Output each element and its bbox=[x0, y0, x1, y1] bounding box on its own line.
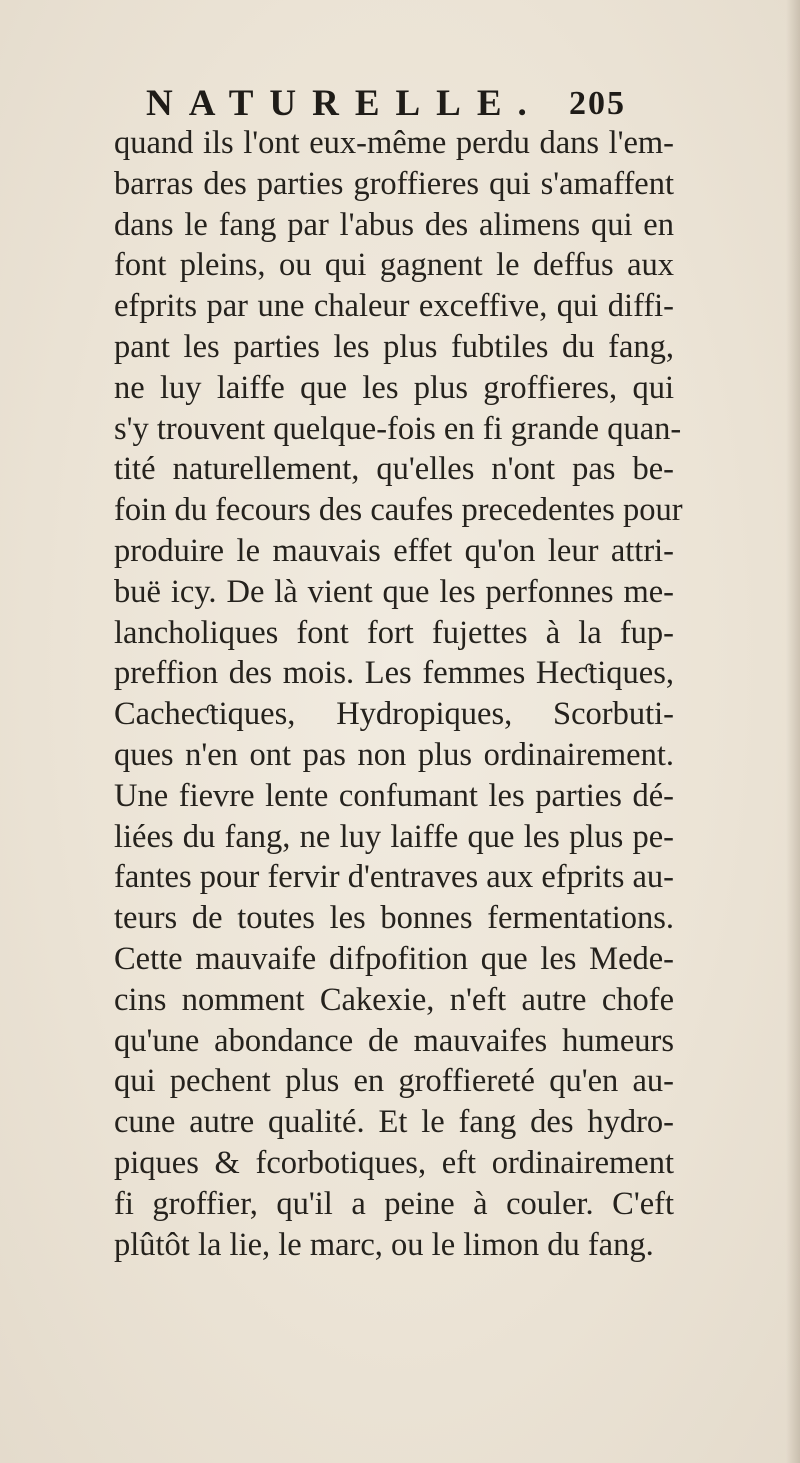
text-line: preffion des mois. Les femmes Heƈtiques, bbox=[114, 655, 674, 692]
text-line: foin du fecours des caufes precedentes pour bbox=[114, 492, 683, 529]
text-line: teurs de toutes les bonnes fermentations. bbox=[114, 900, 674, 937]
body-text bbox=[114, 123, 683, 1265]
text-line: fi groffier, qu'il a peine à couler. C'eft bbox=[114, 1185, 674, 1222]
text-line: cins nomment Cakexie, n'eft autre chofe bbox=[114, 981, 674, 1018]
text-line: ne luy laiffe que les plus groffieres, qui bbox=[114, 369, 674, 406]
text-line: efprits par une chaleur exceffive, qui diffi- bbox=[114, 288, 674, 325]
text-line: s'y trouvent quelque-fois en fi grande quan- bbox=[114, 410, 682, 447]
text-line: liées du fang, ne luy laiffe que les plus pe- bbox=[114, 818, 674, 855]
text-line: piques & fcorbotiques, eft ordinairement bbox=[114, 1144, 674, 1181]
page-number: 205 bbox=[569, 85, 626, 122]
text-line: Cacheƈtiques, Hydropiques, Scorbuti- bbox=[114, 696, 674, 733]
text-line: Cette mauvaife difpofition que les Mede- bbox=[114, 940, 674, 977]
text-line: Une fievre lente confumant les parties dé- bbox=[114, 777, 674, 814]
text-line: plûtôt la lie, le marc, ou le limon du fang. bbox=[114, 1226, 654, 1263]
text-line: produire le mauvais effet qu'on leur attri- bbox=[114, 532, 674, 569]
page-header bbox=[146, 80, 626, 128]
text-line: font pleins, ou qui gagnent le deffus aux bbox=[114, 247, 674, 284]
text-line: quand ils l'ont eux-même perdu dans l'em- bbox=[114, 125, 674, 161]
text-line: fantes pour fervir d'entraves aux efprits au- bbox=[114, 859, 674, 896]
text-line: barras des parties groffieres qui s'amaffent bbox=[114, 165, 674, 202]
running-title: NATURELLE. bbox=[146, 83, 543, 124]
text-line: lancholiques font fort fujettes à la fup- bbox=[114, 614, 674, 651]
text-line: buë icy. De là vient que les perfonnes me- bbox=[114, 573, 674, 610]
text-line: ques n'en ont pas non plus ordinairement. bbox=[114, 736, 674, 773]
text-line: dans le fang par l'abus des alimens qui en bbox=[114, 206, 674, 243]
text-line: tité naturellement, qu'elles n'ont pas be- bbox=[114, 451, 674, 488]
page-edge-shadow bbox=[786, 0, 800, 1463]
text-line: qui pechent plus en groffiereté qu'en au- bbox=[114, 1063, 674, 1100]
text-line: qu'une abondance de mauvaifes humeurs bbox=[114, 1022, 674, 1059]
text-line: pant les parties les plus fubtiles du fang, bbox=[114, 328, 674, 365]
text-line: cune autre qualité. Et le fang des hydro- bbox=[114, 1104, 674, 1141]
